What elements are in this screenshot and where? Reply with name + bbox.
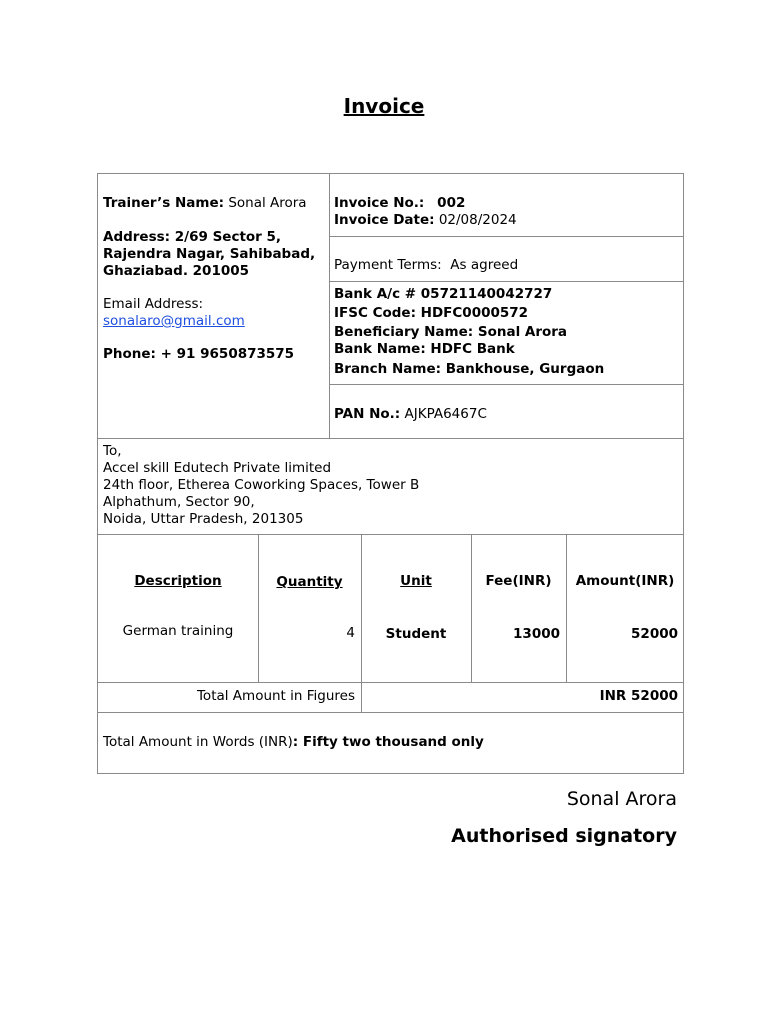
invoice-number-label: Invoice No.: (334, 195, 425, 211)
total-figures-label: Total Amount in Figures (196, 688, 355, 704)
invoice-date-value: 02/08/2024 (438, 212, 517, 228)
invoice-title: Invoice (343, 94, 425, 118)
email-label: Email Address: (103, 296, 204, 312)
total-words (103, 734, 484, 751)
address-line: Rajendra Nagar, Sahibabad, (103, 246, 316, 262)
email-link[interactable]: sonalaro@gmail.com (103, 313, 245, 329)
cell-amount: 52000 (631, 626, 678, 642)
header-description: Description (134, 573, 222, 589)
divider (471, 534, 472, 682)
recipient-line: 24th floor, Etherea Coworking Spaces, Tower B (103, 477, 420, 493)
header-amount: Amount(INR) (575, 573, 675, 589)
divider (98, 534, 684, 535)
divider (98, 438, 684, 439)
divider (329, 236, 684, 237)
divider (329, 174, 330, 438)
recipient-line: Alphathum, Sector 90, (103, 494, 255, 510)
pan-label: PAN No.: (334, 406, 401, 422)
bank-name: Bank Name: HDFC Bank (334, 341, 515, 357)
cell-description: German training (122, 623, 234, 639)
recipient-line: Noida, Uttar Pradesh, 201305 (103, 511, 304, 527)
invoice-number (334, 195, 465, 212)
invoice-date-label: Invoice Date: (334, 212, 435, 228)
bank-account: Bank A/c # 05721140042727 (334, 286, 553, 302)
signatory-title: Authorised signatory (451, 825, 677, 847)
divider (361, 534, 362, 712)
beneficiary-name: Beneficiary Name: Sonal Arora (334, 324, 568, 340)
recipient-line: Accel skill Edutech Private limited (103, 460, 332, 476)
address-line: Address: 2/69 Sector 5, (103, 229, 282, 245)
branch-name: Branch Name: Bankhouse, Gurgaon (334, 361, 605, 377)
pan-number (334, 406, 487, 423)
divider (258, 534, 259, 682)
divider (98, 712, 684, 713)
phone: Phone: + 91 9650873575 (103, 346, 295, 362)
payment-terms (334, 257, 518, 274)
header-fee: Fee(INR) (485, 573, 552, 589)
divider (98, 682, 684, 683)
trainer-name-label: Trainer’s Name: (103, 195, 225, 211)
trainer-name (103, 195, 307, 212)
ifsc-code: IFSC Code: HDFC0000572 (334, 305, 529, 321)
divider (329, 281, 684, 282)
cell-unit: Student (385, 626, 447, 642)
total-figures-value: INR 52000 (599, 688, 678, 704)
invoice-number-value: 002 (437, 195, 466, 211)
address-line: Ghaziabad. 201005 (103, 263, 250, 279)
invoice-date (334, 212, 517, 229)
cell-quantity: 4 (346, 625, 355, 641)
header-quantity: Quantity (276, 574, 343, 590)
cell-fee: 13000 (513, 626, 560, 642)
divider (566, 534, 567, 682)
total-words-value: : Fifty two thousand only (292, 734, 484, 750)
total-words-label: Total Amount in Words (INR) (103, 734, 293, 750)
payment-terms-label: Payment Terms: (334, 257, 442, 273)
divider (329, 384, 684, 385)
header-unit: Unit (400, 573, 432, 589)
recipient-line: To, (103, 443, 122, 459)
pan-value: AJKPA6467C (404, 406, 487, 422)
signatory-name: Sonal Arora (566, 788, 677, 810)
trainer-name-value: Sonal Arora (228, 195, 307, 211)
payment-terms-value: As agreed (450, 257, 519, 273)
